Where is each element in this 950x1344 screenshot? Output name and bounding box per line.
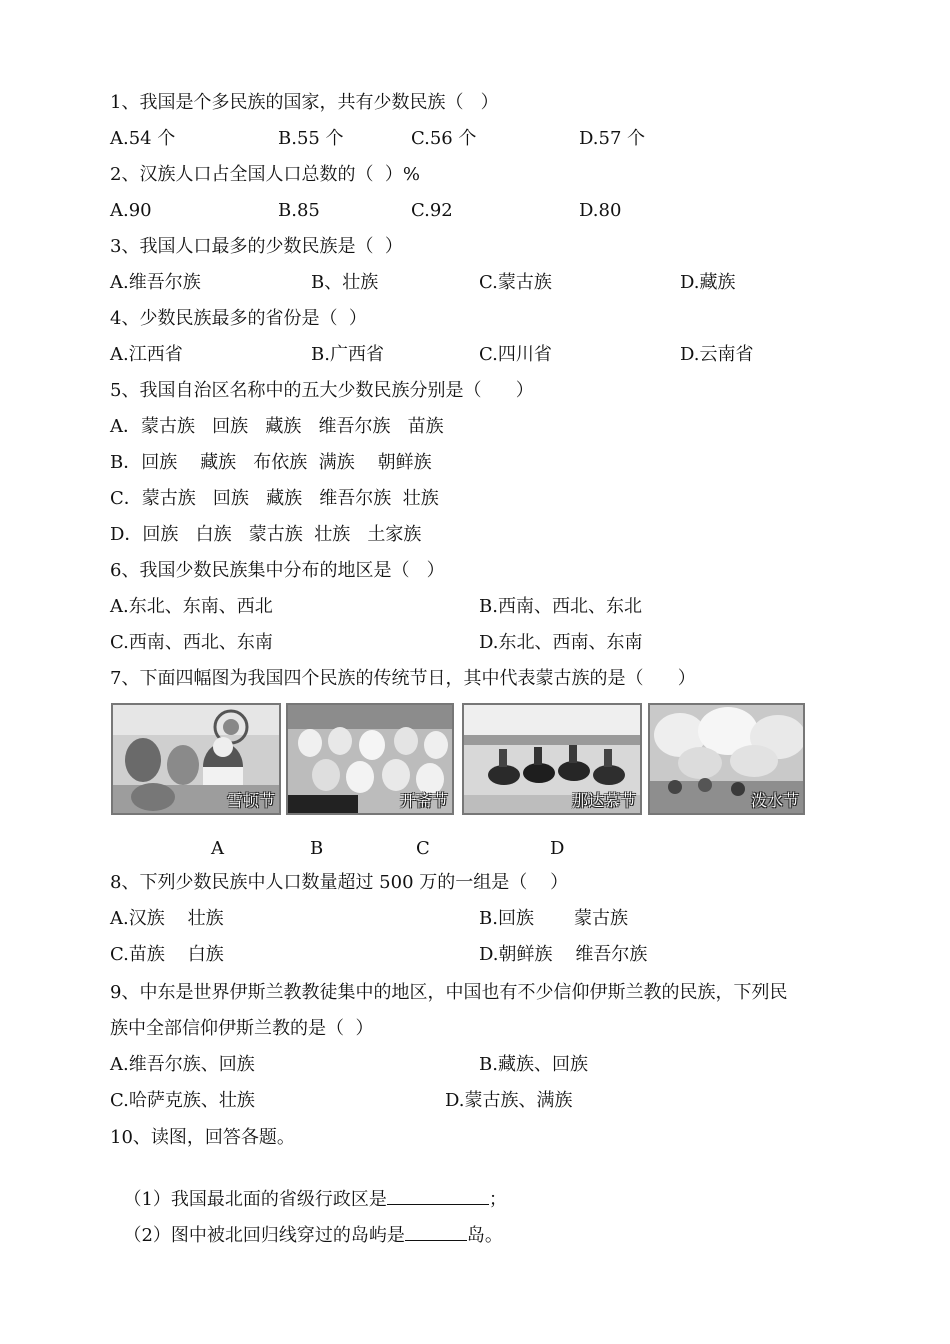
q5-option-a[interactable]: A．蒙古族 回族 藏族 维吾尔族 苗族 <box>110 416 444 437</box>
q3-option-a[interactable]: A.维吾尔族 <box>110 272 201 293</box>
question-1-stem: 1、我国是个多民族的国家，共有少数民族（ ） <box>110 92 499 113</box>
question-7-stem: 7、下面四幅图为我国四个民族的传统节日，其中代表蒙古族的是（ ） <box>110 668 696 689</box>
q4-option-d[interactable]: D.云南省 <box>680 344 754 365</box>
q9-option-d[interactable]: D.蒙古族、满族 <box>445 1090 573 1111</box>
q9-option-c[interactable]: C.哈萨克族、壮族 <box>110 1090 255 1111</box>
q2-option-b[interactable]: B.85 <box>278 200 320 221</box>
question-9-stem-continued: 族中全部信仰伊斯兰教的是（ ） <box>110 1018 374 1039</box>
q3-option-b[interactable]: B、壮族 <box>311 272 379 293</box>
question-6-stem: 6、我国少数民族集中分布的地区是（ ） <box>110 560 445 581</box>
image-caption: 那达慕节 <box>571 791 636 810</box>
q1-option-a[interactable]: A.54 个 <box>110 128 176 149</box>
q8-option-d[interactable]: D.朝鲜族 维吾尔族 <box>479 944 648 965</box>
question-4-stem: 4、少数民族最多的省份是（ ） <box>110 308 367 329</box>
q10-sub-1-end: ； <box>488 1189 507 1210</box>
image-caption: 雪顿节 <box>226 791 275 810</box>
q7-label-d[interactable]: D <box>550 838 565 859</box>
image-caption: 开斋节 <box>399 791 448 810</box>
question-9-stem: 9、中东是世界伊斯兰教教徒集中的地区，中国也有不少信仰伊斯兰教的民族，下列民 <box>110 982 788 1003</box>
q6-option-d[interactable]: D.东北、西南、东南 <box>479 632 643 653</box>
q10-sub-2-end: 岛。 <box>466 1225 503 1246</box>
q7-label-a[interactable]: A <box>211 838 224 859</box>
q1-option-c[interactable]: C.56 个 <box>411 128 477 149</box>
q1-option-d[interactable]: D.57 个 <box>579 128 646 149</box>
question-2-stem: 2、汉族人口占全国人口总数的（ ）% <box>110 164 420 185</box>
q8-option-c[interactable]: C.苗族 白族 <box>110 944 224 965</box>
water-splashing-image <box>648 703 805 815</box>
q6-option-b[interactable]: B.西南、西北、东北 <box>479 596 642 617</box>
q5-option-b[interactable]: B．回族 藏族 布依族 满族 朝鲜族 <box>110 452 432 473</box>
q3-option-d[interactable]: D.藏族 <box>680 272 736 293</box>
answer-blank-2[interactable] <box>405 1222 467 1241</box>
q2-option-a[interactable]: A.90 <box>110 200 152 221</box>
q7-label-c[interactable]: C <box>416 838 430 859</box>
q4-option-c[interactable]: C.四川省 <box>479 344 552 365</box>
question-3-stem: 3、我国人口最多的少数民族是（ ） <box>110 236 403 257</box>
question-8-stem: 8、下列少数民族中人口数量超过 500 万的一组是（ ） <box>110 872 569 893</box>
q10-sub-2-text: （2）图中被北回归线穿过的岛屿是 <box>123 1225 405 1246</box>
q7-label-b[interactable]: B <box>310 838 324 859</box>
question-5-stem: 5、我国自治区名称中的五大少数民族分别是（ ） <box>110 380 534 401</box>
q9-option-b[interactable]: B.藏族、回族 <box>479 1054 588 1075</box>
q10-sub-1-text: （1）我国最北面的省级行政区是 <box>123 1189 387 1210</box>
q6-option-c[interactable]: C.西南、西北、东南 <box>110 632 273 653</box>
prayer-crowd-image <box>286 703 454 815</box>
q1-option-b[interactable]: B.55 个 <box>278 128 344 149</box>
q9-option-a[interactable]: A.维吾尔族、回族 <box>110 1054 255 1075</box>
crowd-festival-image <box>111 703 281 815</box>
image-caption: 泼水节 <box>750 791 799 810</box>
q10-sub-2 <box>112 1198 503 1248</box>
q2-option-c[interactable]: C.92 <box>411 200 453 221</box>
q8-option-a[interactable]: A.汉族 壮族 <box>110 908 224 929</box>
q8-option-b[interactable]: B.回族 蒙古族 <box>479 908 629 929</box>
q5-option-d[interactable]: D．回族 白族 蒙古族 壮族 土家族 <box>110 524 422 545</box>
q4-option-a[interactable]: A.江西省 <box>110 344 183 365</box>
q4-option-b[interactable]: B.广西省 <box>311 344 384 365</box>
q3-option-c[interactable]: C.蒙古族 <box>479 272 552 293</box>
q6-option-a[interactable]: A.东北、东南、西北 <box>110 596 273 617</box>
q5-option-c[interactable]: C．蒙古族 回族 藏族 维吾尔族 壮族 <box>110 488 439 509</box>
q2-option-d[interactable]: D.80 <box>579 200 622 221</box>
horse-racing-image <box>462 703 642 815</box>
question-10-stem: 10、读图，回答各题。 <box>110 1127 295 1148</box>
